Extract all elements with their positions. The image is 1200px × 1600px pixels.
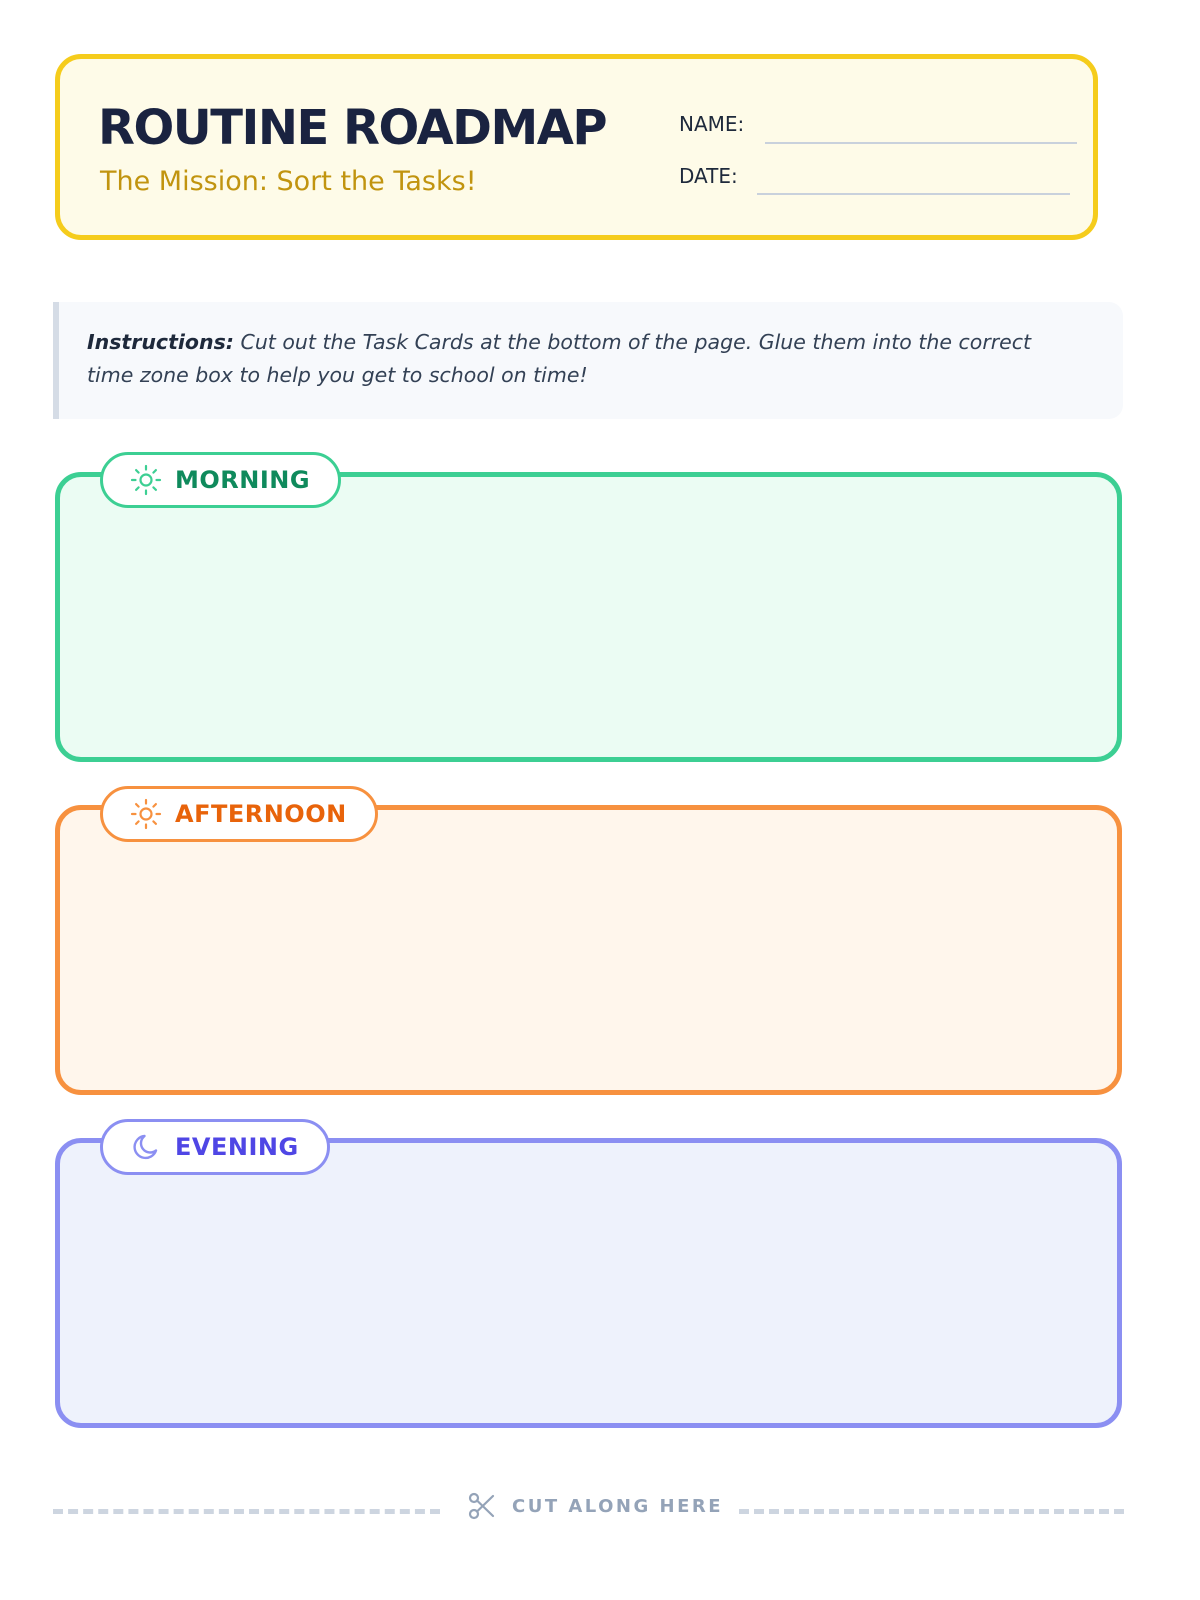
morning-zone-label: MORNING bbox=[175, 466, 311, 494]
date-field[interactable] bbox=[757, 193, 1070, 195]
instructions-box bbox=[53, 302, 1123, 419]
cut-line-left bbox=[53, 1509, 440, 1514]
afternoon-zone-label: AFTERNOON bbox=[175, 800, 347, 828]
page-title: ROUTINE ROADMAP bbox=[98, 100, 607, 156]
instructions-text: Cut out the Task Cards at the bottom of the page. Glue them into the correct time zone box to help you get to school on time! bbox=[87, 330, 1032, 387]
moon-icon bbox=[129, 1130, 163, 1164]
afternoon-zone-tab bbox=[100, 786, 378, 842]
evening-zone-tab bbox=[100, 1119, 330, 1175]
cut-line-label: CUT ALONG HERE bbox=[512, 1495, 724, 1517]
evening-zone-label: EVENING bbox=[175, 1133, 299, 1161]
cut-line-right bbox=[739, 1509, 1124, 1514]
sun-icon bbox=[129, 463, 163, 497]
name-label: NAME: bbox=[679, 112, 745, 136]
sun-icon bbox=[129, 797, 163, 831]
afternoon-zone-box bbox=[55, 805, 1122, 1095]
page-subtitle: The Mission: Sort the Tasks! bbox=[100, 166, 477, 197]
date-label: DATE: bbox=[679, 164, 738, 188]
evening-zone-box bbox=[55, 1138, 1122, 1428]
cut-line-label-group bbox=[466, 1490, 723, 1522]
scissors-icon bbox=[466, 1490, 498, 1522]
morning-zone-box bbox=[55, 472, 1122, 762]
instructions-lead: Instructions: bbox=[87, 330, 234, 354]
name-field[interactable] bbox=[765, 142, 1077, 144]
morning-zone-tab bbox=[100, 452, 341, 508]
